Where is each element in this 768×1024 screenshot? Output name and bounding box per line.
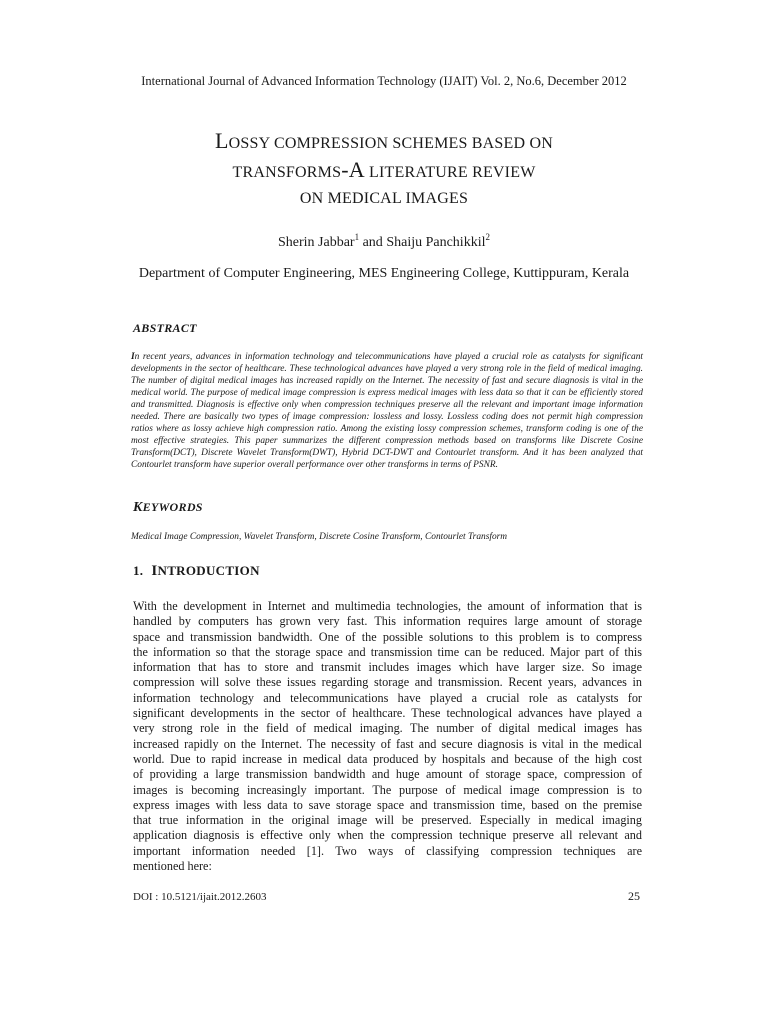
introduction-line: handled by computers has grown very fast. This information requires large amount of storage [133, 614, 642, 629]
title-line-1: LOSSY COMPRESSION SCHEMES BASED ON [215, 128, 553, 153]
introduction-line: very strong role in the field of medical imaging. The number of digital medical images has [133, 721, 642, 736]
introduction-body [133, 599, 642, 874]
page-number: 25 [628, 889, 640, 903]
introduction-line: compression will solve these issues regarding storage and transmission. Recent years, advances in [133, 675, 642, 690]
author-2: Shaiju Panchikkil [386, 235, 486, 250]
abstract-first-letter: I [131, 352, 135, 362]
keywords-heading: KEYWORDS [133, 500, 203, 515]
abstract-heading: ABSTRACT [133, 321, 197, 335]
introduction-line: the information so that the storage space and transmission time can be reduced. Major part of this [133, 644, 642, 659]
author-1: Sherin Jabbar [278, 235, 355, 250]
introduction-line: application diagnosis is effective only when the compression technique preserve all relevant and [133, 828, 642, 843]
authors [0, 232, 768, 251]
footer-doi: DOI : 10.5121/ijait.2012.2603 [133, 891, 267, 903]
paper-title [0, 128, 768, 212]
title-line-3: ON MEDICAL IMAGES [299, 190, 469, 207]
authors-conjunction: and [359, 235, 387, 250]
title-line-2: TRANSFORMS-A LITERATURE REVIEW [232, 157, 536, 182]
introduction-line: of providing a large transmission bandwidth and huge amount of storage space, compression of [133, 767, 642, 782]
author-2-affiliation-mark: 2 [485, 232, 490, 242]
introduction-line: important information needed [1]. Two ways of classifying compression techniques are [133, 843, 642, 858]
introduction-line: information technology and telecommunications have played a crucial role as catalysts for [133, 690, 642, 705]
abstract-text: n recent years, advances in information technology and telecommunications have played a crucial role as catalysts for significant developments in the sector of healthcare. These technological advances have played a very strong role in the field of medical imaging. The number of digital medical images has increased rapidly on the Internet. The necessity of fast and secure diagnosis is vital in the medical world. The purpose of medical image compression is express medical images with less data so that it can be efficiently stored and transmitted. Diagnosis is effective only when compression techniques preserve all the relevant and important image information needed. There are basically two types of image compression: lossless and lossy. Lossless coding does not permit high compression ratios where as lossy achieve high compression ratio. Among the existing lossy compression schemes, transform coding is one of the most effective strategies. This paper summarizes the different compression methods based on transforms like Discrete Cosine Transform(DCT), Discrete Wavelet Transform(DWT), Hybrid DCT-DWT and Contourlet transform. And it has been analyzed that Contourlet transform have superior overall performance over other transforms in terms of PSNR. [131, 352, 643, 470]
running-header: International Journal of Advanced Information Technology (IJAIT) Vol. 2, No.6, December 2012 [141, 74, 627, 88]
affiliation: Department of Computer Engineering, MES Engineering College, Kuttippuram, Kerala [138, 266, 630, 281]
keywords-text: Medical Image Compression, Wavelet Transform, Discrete Cosine Transform, Contourlet Transform [131, 532, 508, 542]
introduction-line: images is becoming increasingly important. The purpose of medical image compression is to [133, 782, 642, 797]
author-1-affiliation-mark: 1 [354, 232, 360, 242]
introduction-line: that true information in the original image will be preserved. Especially in medical imaging [133, 813, 642, 828]
introduction-line: information that has to store and transmit includes images which have larger size. So image [133, 660, 642, 675]
introduction-line: mentioned here: [133, 859, 212, 874]
introduction-line: world. Due to rapid increase in medical data produced by hospitals and because of the high cost [133, 751, 642, 766]
introduction-line: With the development in Internet and multimedia technologies, the amount of information that is [133, 599, 642, 613]
abstract-body [131, 351, 643, 471]
introduction-line: increased rapidly on the Internet. The necessity of fast and secure diagnosis is vital in the medical [133, 736, 642, 751]
introduction-line: space and transmission bandwidth. One of the possible solutions to this problem is to compress [133, 629, 642, 644]
introduction-line: express images with less data to save storage space and transmission time, based on the premise [133, 797, 642, 812]
section-number: 1. [133, 563, 144, 578]
introduction-heading: 1. INTRODUCTION [133, 563, 260, 579]
introduction-line: significant developments in the sector of healthcare. These technological advances have played a [133, 706, 642, 721]
